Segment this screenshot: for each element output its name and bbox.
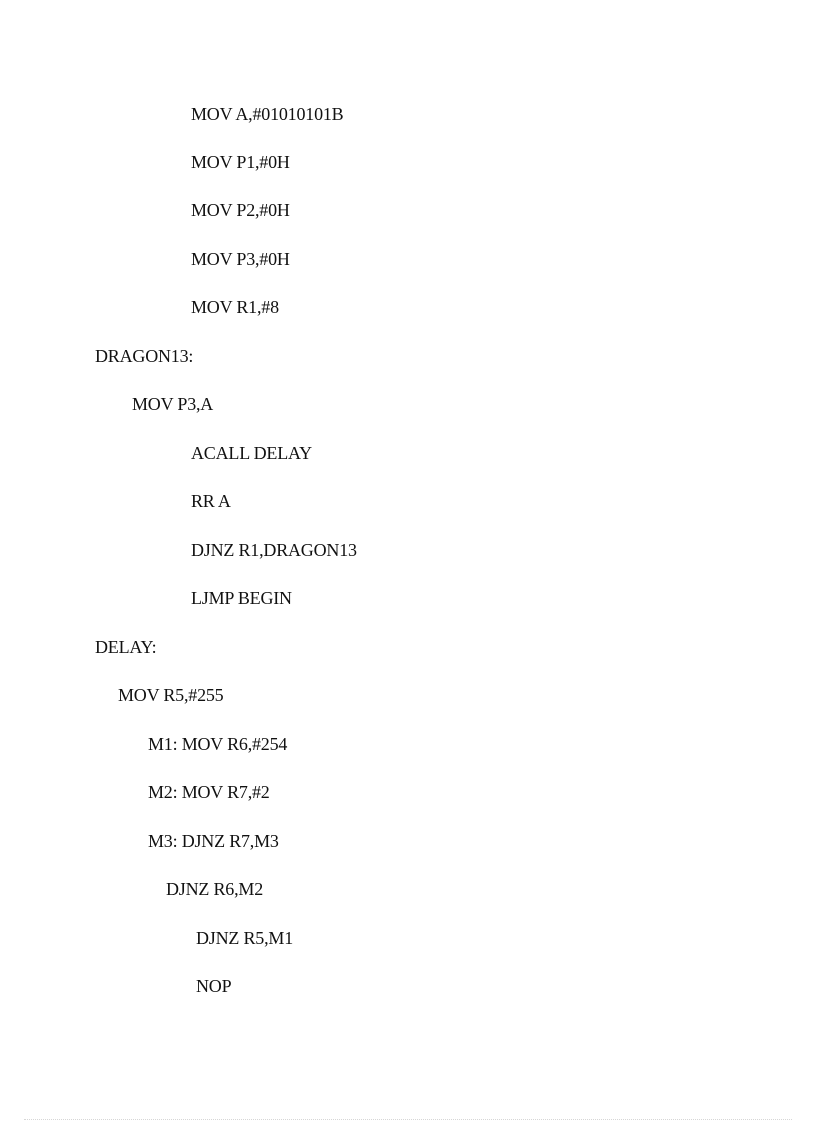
code-line: DJNZ R1,DRAGON13 [191, 540, 357, 560]
code-line: MOV A,#01010101B [191, 104, 344, 124]
code-line: MOV P1,#0H [191, 152, 290, 172]
code-line: LJMP BEGIN [191, 588, 292, 608]
code-line: MOV P2,#0H [191, 200, 290, 220]
code-line: MOV R1,#8 [191, 297, 279, 317]
code-line: MOV P3,A [132, 394, 214, 414]
page-edge-divider [24, 1119, 792, 1120]
code-line: MOV P3,#0H [191, 249, 290, 269]
code-line: DJNZ R5,M1 [196, 928, 294, 948]
code-line: DJNZ R6,M2 [166, 879, 264, 899]
code-line: NOP [196, 976, 232, 996]
code-label: DRAGON13: [95, 346, 194, 366]
code-line: RR A [191, 491, 231, 511]
code-line: M3: DJNZ R7,M3 [148, 831, 279, 851]
code-line: ACALL DELAY [191, 443, 312, 463]
code-label: DELAY: [95, 637, 157, 657]
code-line: M1: MOV R6,#254 [148, 734, 288, 754]
code-line: M2: MOV R7,#2 [148, 782, 270, 802]
code-line: MOV R5,#255 [118, 685, 224, 705]
